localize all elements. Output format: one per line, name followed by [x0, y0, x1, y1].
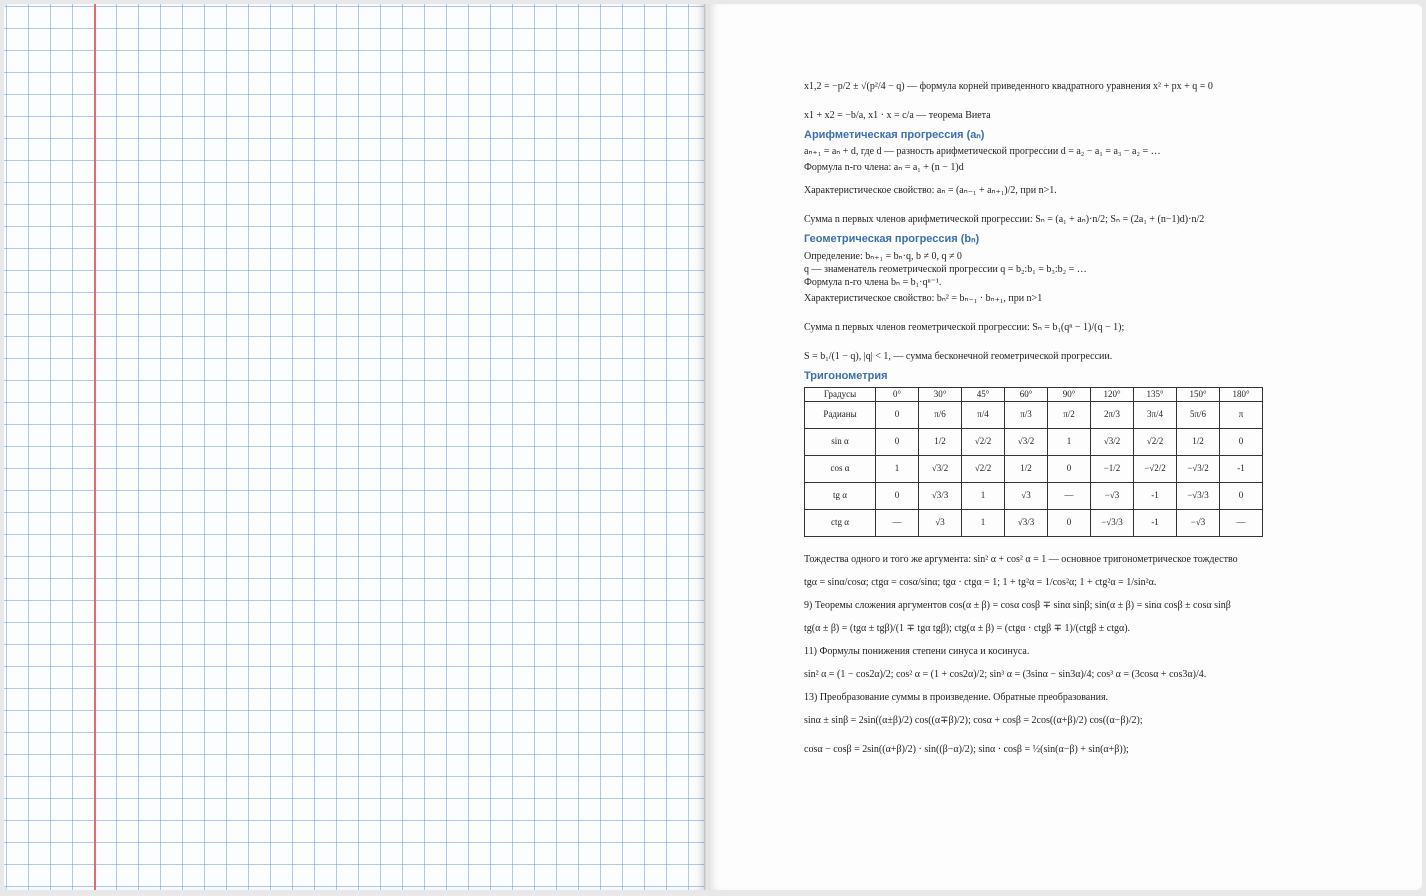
geom-nth: Формула n-го члена bₙ = b₁·qⁿ⁻¹.: [804, 276, 942, 288]
trig-cell: 0: [876, 401, 919, 428]
trig-cell: 1: [1048, 428, 1091, 455]
geom-infinite: S = b₁/(1 − q), |q| < 1, — сумма бесконечной геометрической прогрессии.: [804, 350, 1113, 362]
trig-row-header: Градусы: [805, 387, 876, 401]
trig-cell: 0: [1048, 455, 1091, 482]
formula-page: [708, 4, 1422, 890]
vieta-theorem: x1 + x2 = −b/a, x1 · x = c/a — теорема Виета: [804, 110, 991, 121]
trig-cell: 0: [876, 482, 919, 509]
arith-def: aₙ₊₁ = aₙ + d, где d — разность арифметической прогрессии d = a₂ − a₁ = a₃ − a₂ = …: [804, 146, 1161, 158]
trig-cell: −√3: [1091, 482, 1134, 509]
geom-property: Характеристическое свойство: bₙ² = bₙ₋₁ · bₙ₊₁, при n>1: [804, 292, 1043, 304]
trig-row: [805, 482, 1263, 509]
identity-main: Тождества одного и того же аргумента: sin² α + cos² α = 1 — основное тригонометрическое тождество: [804, 553, 1238, 565]
trig-cell: 30°: [919, 387, 962, 401]
trig-cell: −√3/3: [1091, 509, 1134, 536]
trig-cell: π/4: [962, 401, 1005, 428]
trig-row-header: cos α: [805, 455, 876, 482]
trig-cell: 1: [876, 455, 919, 482]
trig-cell: √2/2: [962, 455, 1005, 482]
trig-cell: 3π/4: [1134, 401, 1177, 428]
sum-product-1: sinα ± sinβ = 2sin((α±β)/2) cos((α∓β)/2); cosα + cosβ = 2cos((α+β)/2) cos((α−β)/2);: [804, 714, 1143, 726]
trig-cell: 5π/6: [1177, 401, 1220, 428]
trig-cell: 2π/3: [1091, 401, 1134, 428]
trig-row: [805, 401, 1263, 428]
trig-cell: π/6: [919, 401, 962, 428]
trig-row: [805, 428, 1263, 455]
trig-cell: —: [1048, 482, 1091, 509]
trig-row-header: sin α: [805, 428, 876, 455]
trig-cell: 1/2: [919, 428, 962, 455]
trig-cell: −√2/2: [1134, 455, 1177, 482]
trig-row: [805, 455, 1263, 482]
arith-title: Арифметическая прогрессия (aₙ): [804, 129, 985, 141]
graph-paper-page: [4, 4, 706, 890]
power-title: 11) Формулы понижения степени синуса и косинуса.: [804, 645, 1030, 657]
arith-sum: Сумма n первых членов арифметической прогрессии: Sₙ = (a₁ + aₙ)·n/2; Sₙ = (2a₁ + (n−1)d)·n/2: [804, 214, 1205, 226]
trig-cell: 0: [1220, 482, 1263, 509]
trig-cell: -1: [1134, 509, 1177, 536]
trig-row: [805, 509, 1263, 536]
trig-cell: 0: [1220, 428, 1263, 455]
addition-tg: tg(α ± β) = (tgα ± tgβ)/(1 ∓ tgα tgβ); ctg(α ± β) = (ctgα · ctgβ ∓ 1)/(ctgβ ± ctgα).: [804, 622, 1131, 634]
trig-cell: √2/2: [962, 428, 1005, 455]
trig-cell: 0°: [876, 387, 919, 401]
roots-formula: x1,2 = −p/2 ± √(p²/4 − q) — формула корней приведенного квадратного уравнения x² + px + q = 0: [804, 81, 1213, 92]
trig-cell: 90°: [1048, 387, 1091, 401]
trig-cell: -1: [1134, 482, 1177, 509]
trig-cell: 150°: [1177, 387, 1220, 401]
trig-cell: √3/2: [1005, 428, 1048, 455]
trig-row-header: Радианы: [805, 401, 876, 428]
formula-content: [804, 80, 1364, 756]
trig-cell: −√3/2: [1177, 455, 1220, 482]
trig-cell: √3/3: [1005, 509, 1048, 536]
geom-def: Определение: bₙ₊₁ = bₙ·q, b ≠ 0, q ≠ 0: [804, 250, 962, 262]
trig-cell: -1: [1220, 455, 1263, 482]
trig-cell: 120°: [1091, 387, 1134, 401]
addition-theorems: 9) Теоремы сложения аргументов cos(α ± β) = cosα cosβ ∓ sinα sinβ; sin(α ± β) = sinα cosβ ± cosα sinβ: [804, 599, 1231, 611]
trig-cell: √3/2: [919, 455, 962, 482]
trig-cell: —: [876, 509, 919, 536]
trig-cell: 0: [876, 428, 919, 455]
trig-cell: —: [1220, 509, 1263, 536]
trig-cell: √3: [1005, 482, 1048, 509]
trig-cell: 0: [1048, 509, 1091, 536]
trig-cell: 180°: [1220, 387, 1263, 401]
trig-row: [805, 387, 1263, 401]
margin-line: [94, 4, 96, 890]
trig-cell: −1/2: [1091, 455, 1134, 482]
trig-cell: 1: [962, 482, 1005, 509]
sum-title: 13) Преобразование суммы в произведение. Обратные преобразования.: [804, 691, 1109, 703]
trig-cell: 60°: [1005, 387, 1048, 401]
trig-cell: 1/2: [1177, 428, 1220, 455]
identity-tg: tgα = sinα/cosα; ctgα = cosα/sinα; tgα · ctgα = 1; 1 + tg²α = 1/cos²α; 1 + ctg²α = 1/sin²α.: [804, 576, 1157, 588]
arith-property: Характеристическое свойство: aₙ = (aₙ₋₁ + aₙ₊₁)/2, при n>1.: [804, 185, 1057, 197]
trig-cell: 1: [962, 509, 1005, 536]
trig-table: [804, 387, 1263, 537]
trig-cell: √3/2: [1091, 428, 1134, 455]
trig-cell: √3: [919, 509, 962, 536]
arith-nth: Формула n-го члена: aₙ = a₁ + (n − 1)d: [804, 162, 964, 174]
trig-cell: −√3: [1177, 509, 1220, 536]
trig-cell: √3/3: [919, 482, 962, 509]
power-formulas: sin² α = (1 − cos2α)/2; cos² α = (1 + cos2α)/2; sin³ α = (3sinα − sin3α)/4; cos³ α = (3cosα + cos3α)/4.: [804, 668, 1207, 680]
geom-q: q — знаменатель геометрической прогрессии q = b₂:b₁ = b₃:b₂ = …: [804, 263, 1087, 275]
geom-sum: Сумма n первых членов геометрической прогрессии: Sₙ = b₁(qⁿ − 1)/(q − 1);: [804, 321, 1125, 333]
geom-title: Геометрическая прогрессия (bₙ): [804, 233, 980, 246]
trig-title: Тригонометрия: [804, 369, 888, 382]
trig-cell: √2/2: [1134, 428, 1177, 455]
trig-cell: 45°: [962, 387, 1005, 401]
trig-cell: 1/2: [1005, 455, 1048, 482]
trig-row-header: ctg α: [805, 509, 876, 536]
trig-cell: π: [1220, 401, 1263, 428]
trig-cell: π/2: [1048, 401, 1091, 428]
trig-cell: 135°: [1134, 387, 1177, 401]
trig-row-header: tg α: [805, 482, 876, 509]
trig-cell: π/3: [1005, 401, 1048, 428]
sum-product-2: cosα − cosβ = 2sin((α+β)/2) · sin((β−α)/2); sinα · cosβ = ½(sin(α−β) + sin(α+β));: [804, 743, 1129, 755]
trig-cell: −√3/3: [1177, 482, 1220, 509]
